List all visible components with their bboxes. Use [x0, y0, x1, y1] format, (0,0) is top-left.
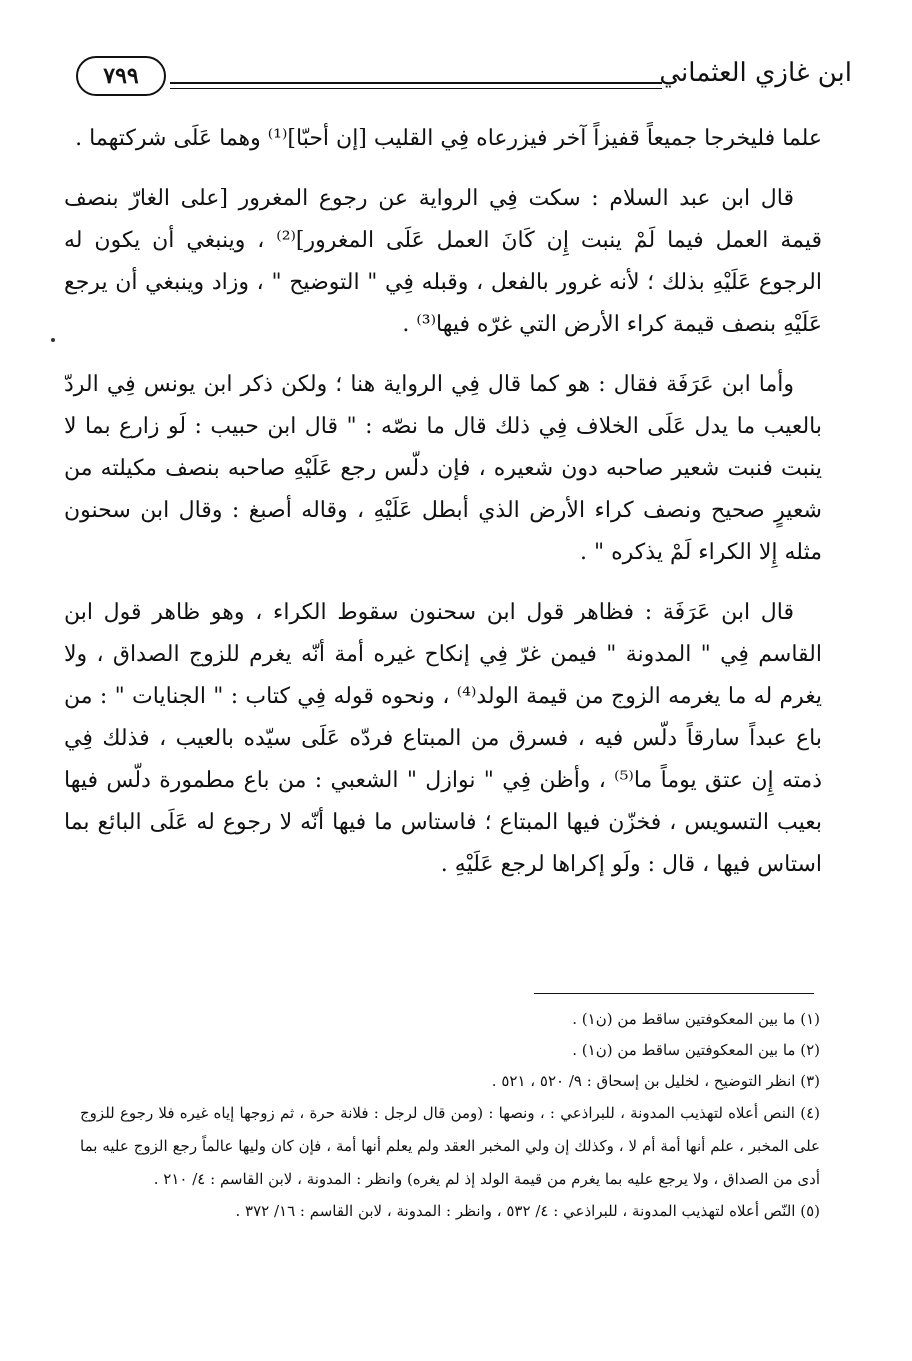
paragraph: قال ابن عَرَفَة : فظاهر قول ابن سحنون سقوط الكراء ، وهو ظاهر قول ابن القاسم فِي " المدونة " فيمن غرّ فِي إنكاح غيره أمة أنّه يغرم للزوج الصداق ، ولا يغرم له ما يغرمه الزوج من قيمة الولد⁽⁴⁾ ، ونحوه قوله فِي كتاب : " الجنايات " : من باع عبداً سارقاً دلّس فيه ، فسرق من المبتاع فردّه عَلَى سيّده بالعيب ، فذلك فِي ذمته إِن عتق يوماً ما⁽⁵⁾ ، وأظن فِي " نوازل " الشعبي : من باع مطمورة دلّس فيها بعيب التسويس ، فخزّن فيها المبتاع ؛ فاستاس ما فيها أنّه لا رجوع له عَلَى البائع بما استاس فيها ، قال : ولَو إكراها لرجع عَلَيْهِ . [64, 600, 822, 877]
footnote: (١) ما بين المعكوفتين ساقط من (ن١) . [572, 1010, 820, 1028]
header-rule-thick [170, 82, 662, 84]
footnotes [80, 1004, 820, 1227]
page-header [62, 48, 852, 106]
running-title: ابن غازي العثماني [659, 58, 852, 88]
footnote: (٢) ما بين المعكوفتين ساقط من (ن١) . [572, 1041, 820, 1059]
footnote: (٥) النّص أعلاه لتهذيب المدونة ، للبراذعي : ٤/ ٥٣٢ ، وانظر : المدونة ، لابن القاسم : ١٦/ ٣٧٢ . [235, 1202, 820, 1220]
footnote-separator [534, 993, 814, 994]
footnote: (٤) النص أعلاه لتهذيب المدونة ، للبراذعي : ، ونصها : (ومن قال لرجل : فلانة حرة ، ثم زوجها إياه غيره فلا رجوع للزوج على المخبر ، علم أنها أمة أم لا ، وكذلك إن ولي المخبر العقد ولم يعلم أنها أمة ، فإن كان وليها عالماً رجع الزوج عليه بما أدى من الصداق ، ولا يرجع عليه بما يغرم من قيمة الولد إذ لم يغره) وانظر : المدونة ، لابن القاسم : ٤/ ٢١٠ . [80, 1104, 820, 1188]
paragraph: وأما ابن عَرَفَة فقال : هو كما قال فِي الرواية هنا ؛ ولكن ذكر ابن يونس فِي الردّ بالعيب ما يدل عَلَى الخلاف فِي ذلك قال ما نصّه : " قال ابن حبيب : لَو زارع بما لا ينبت فنبت شعير صاحبه دون شعيره ، فإن دلّس رجع عَلَيْهِ صاحبه بنصف مكيلته من شعيرٍ صحيح ونصف كراء الأرض الذي أبطل عَلَيْهِ ، وقاله أصبغ : وقال ابن سحنون مثله إِلا الكراء لَمْ يذكره " . [64, 372, 822, 565]
page-number: ٧٩٩ [103, 63, 139, 89]
paragraph: قال ابن عبد السلام : سكت فِي الرواية عن رجوع المغرور [على الغارّ بنصف قيمة العمل فيما لَمْ ينبت إِن كَانَ العمل عَلَى المغرور]⁽²⁾ ، وينبغي أن يكون له الرجوع عَلَيْهِ بذلك ؛ لأنه غرور بالفعل ، وقبله فِي " التوضيح " ، وزاد وينبغي أن يرجع عَلَيْهِ بنصف قيمة كراء الأرض التي غرّه فيها⁽³⁾ . [64, 186, 822, 337]
margin-dot [51, 338, 55, 342]
page-number-badge [76, 56, 166, 96]
paragraph: علما فليخرجا جميعاً قفيزاً آخر فيزرعاه فِي القليب [إن أحبّا]⁽¹⁾ وهما عَلَى شركتهما . [75, 126, 822, 151]
footnote: (٣) انظر التوضيح ، لخليل بن إسحاق : ٩/ ٥٢٠ ، ٥٢١ . [491, 1072, 820, 1090]
header-rule-thin [170, 88, 662, 89]
main-text [64, 118, 822, 904]
